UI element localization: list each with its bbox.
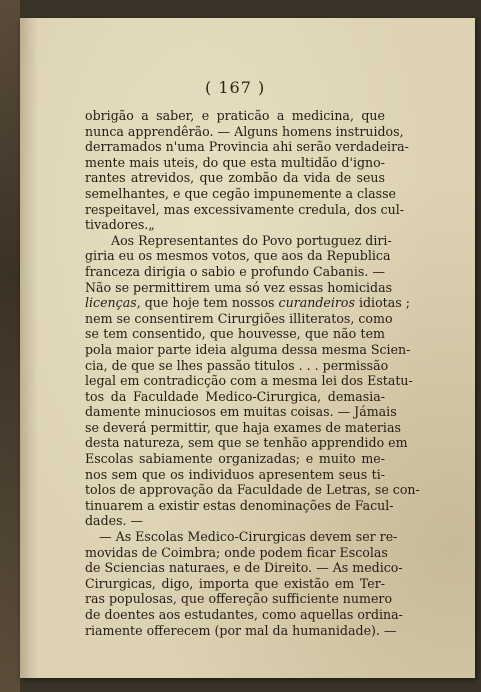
text-line: — As Escolas Medico-Cirurgicas devem ser re- bbox=[99, 529, 398, 545]
text-line: obrigão a saber, e praticão a medicina, que bbox=[85, 108, 385, 123]
text-line: legal em contradicção com a mesma lei dos Estatu- bbox=[85, 373, 413, 389]
text-line: dades. — bbox=[85, 513, 144, 529]
page-number: ( 167 ) bbox=[205, 78, 266, 97]
text-line: franceza dirigia o sabio e profundo Cabanis. — bbox=[85, 263, 385, 279]
body-text bbox=[85, 108, 420, 638]
text-line: mente mais uteis, do que esta multidão d'igno- bbox=[85, 154, 385, 170]
text-line: Aos Representantes do Povo portuguez diri- bbox=[111, 232, 392, 248]
text-line: derramados n'uma Provincia ahi serão verdadeira- bbox=[85, 139, 409, 155]
page-sheet bbox=[20, 18, 475, 678]
text-run: , que hoje tem nossos bbox=[136, 295, 279, 311]
text-line: de doentes aos estudantes, como aquellas ordina- bbox=[85, 607, 403, 622]
text-line: Não se permittirem uma só vez essas homicidas bbox=[85, 279, 393, 295]
text-line bbox=[85, 295, 410, 311]
text-line: damente minuciosos em muitas coisas. — Jámais bbox=[85, 404, 397, 420]
text-line: nem se consentirem Cirurgiões illiteratos, como bbox=[85, 310, 393, 326]
book-binding-edge bbox=[0, 0, 20, 692]
text-line: semelhantes, e que cegão impunemente a classe bbox=[85, 185, 397, 201]
text-line: tivadores.„ bbox=[85, 217, 155, 233]
text-line: tinuarem a existir estas denominações de Facul- bbox=[85, 497, 394, 513]
text-line: se tem consentido, que houvesse, que não tem bbox=[85, 326, 385, 342]
text-line: giria eu os mesmos votos, que aos da Republica bbox=[85, 248, 391, 264]
text-line: tolos de approvação da Faculdade de Letras, se con- bbox=[85, 482, 420, 498]
text-line: desta natureza, sem que se tenhão apprendido em bbox=[85, 435, 408, 451]
text-line: Cirurgicas, digo, importa que existão em Ter- bbox=[85, 575, 385, 591]
text-run: idiotas ; bbox=[354, 295, 410, 311]
text-line: se deverá permittir, que haja exames de materias bbox=[85, 419, 401, 435]
text-line: rantes atrevidos, que zombão da vida de seus bbox=[85, 170, 385, 186]
text-line: movidas de Coimbra; onde podem ficar Escolas bbox=[85, 544, 388, 560]
text-line: nunca apprendêrão. — Alguns homens instruidos, bbox=[85, 123, 404, 139]
text-line: Escolas sabiamente organizadas; e muito me- bbox=[85, 451, 385, 467]
text-line: ras populosas, que offereção sufficiente numero bbox=[85, 591, 393, 607]
text-line: riamente offerecem (por mal da humanidade). — bbox=[85, 622, 397, 638]
text-line: tos da Faculdade Medico-Cirurgica, demasia- bbox=[85, 388, 385, 404]
text-line: de Sciencias naturaes, e de Direito. — As medico- bbox=[85, 560, 403, 576]
text-line: pola maior parte ideia alguma dessa mesma Scien- bbox=[85, 341, 411, 357]
italic-word: licenças bbox=[85, 295, 137, 311]
italic-word: curandeiros bbox=[278, 295, 355, 311]
text-line: nos sem que os individuos apresentem seus ti- bbox=[85, 466, 385, 482]
text-line: cia, de que se lhes passão titulos . . . permissão bbox=[85, 357, 389, 373]
text-line: respeitavel, mas excessivamente credula, dos cul- bbox=[85, 201, 405, 217]
